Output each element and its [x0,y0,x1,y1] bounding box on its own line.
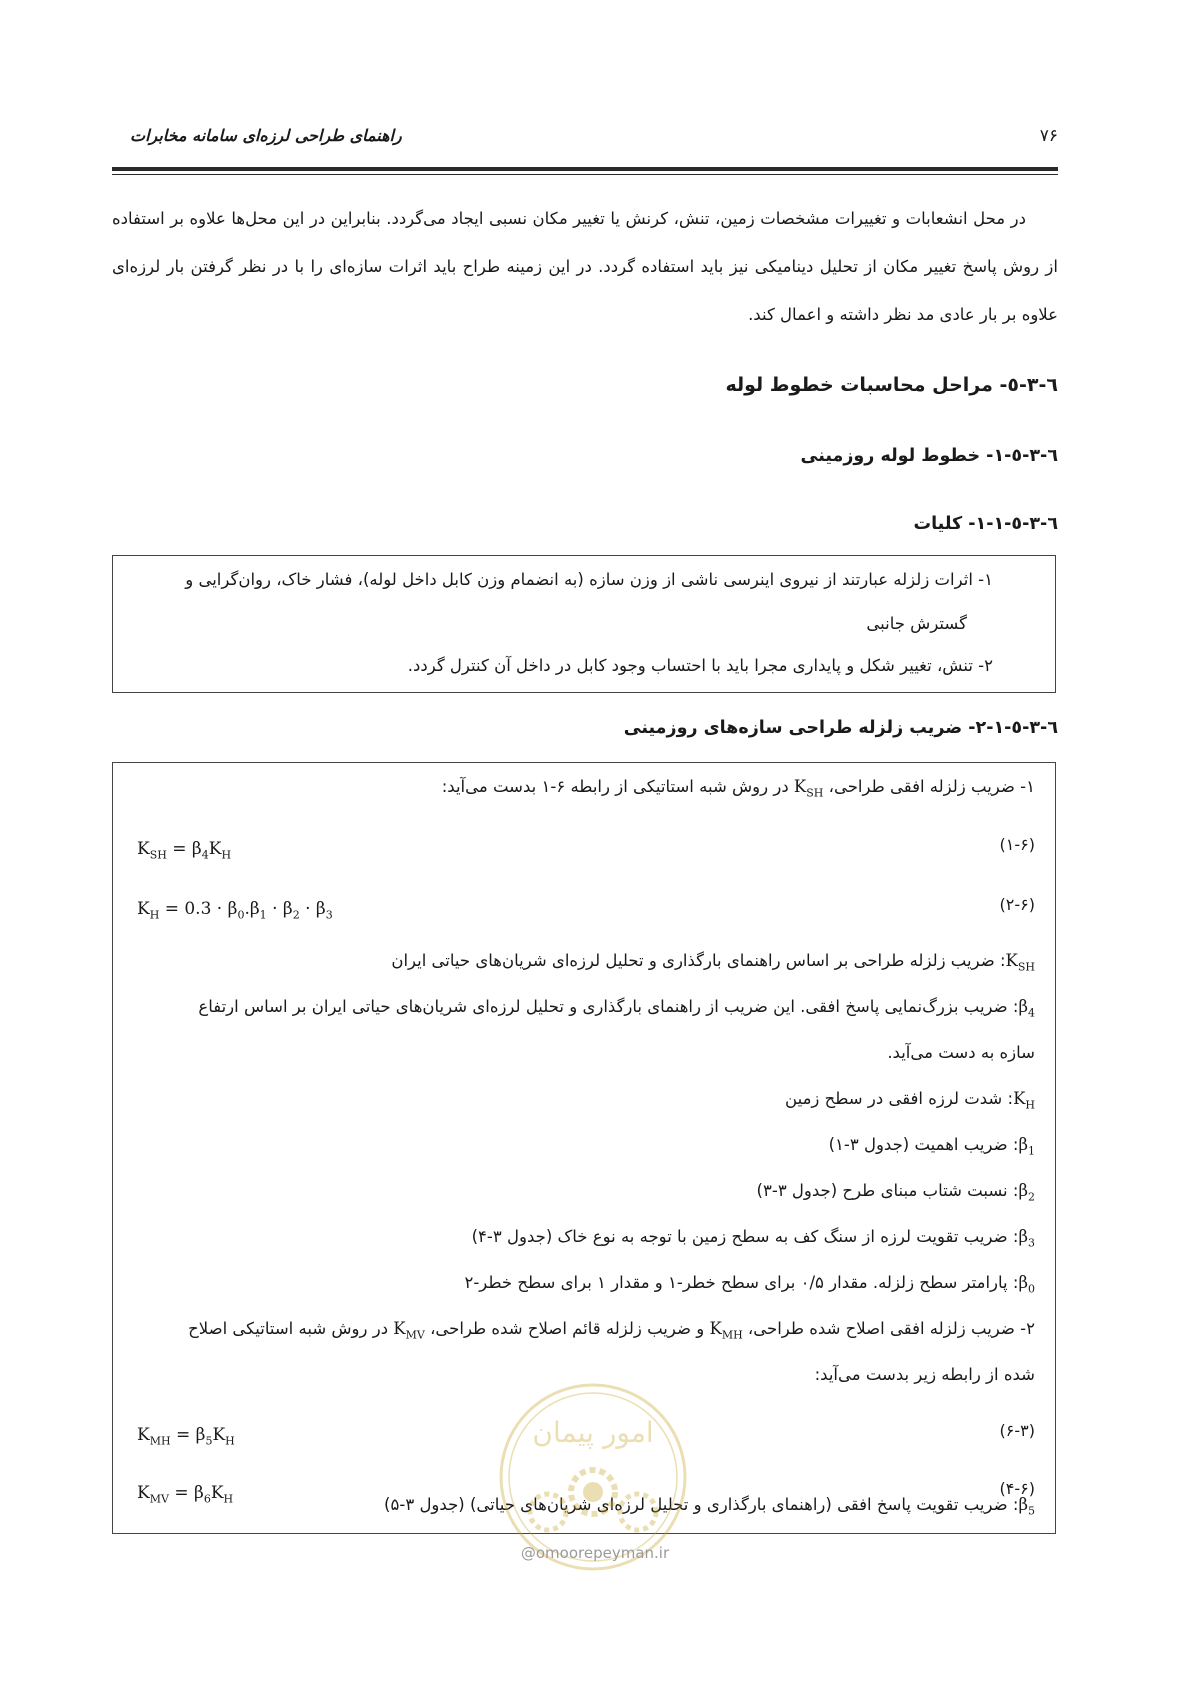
item-2-line-1 [188,1319,1035,1341]
item-1-text [442,777,1035,799]
item-2-c: در روش شبه استاتیکی اصلاح [188,1319,389,1338]
equation-6-3-number: (٣-۶) [999,1421,1035,1440]
note-1-line-1: ١- اثرات زلزله عبارتند از نیروی اینرسی ناشی از وزن سازه (به انضمام وزن کابل داخل لوله)، فشار خاک، روان‌گرایی و [185,570,993,589]
ksh-definition [391,951,1035,973]
item-1-pre: ١- ضریب زلزله افقی طراحی، [828,777,1035,796]
heading-6-3-5-1-2: ٦-٣-٥-١-٢- ضریب زلزله طراحی سازه‌های روزمینی [623,718,1058,738]
intro-text: در محل انشعابات و تغییرات مشخصات زمین، تنش، کرنش یا تغییر مکان نسبی ایجاد می‌گردد. بنابراین در این محل‌ها علاوه بر استفاده از روش پاسخ تغییر مکان از تحلیل دینامیکی نیز باید استفاده گردد. در این زمینه طراح باید اثرات سازه‌ای را با در نظر گرفتن بار لرزه‌ای علاوه بر بار عادی مد نظر داشته و اعمال کند. [112,209,1058,324]
header-rule-thin [112,174,1058,175]
b0-symbol: $\beta_0$ [1018,1273,1035,1296]
note-2: ٢- تنش، تغییر شکل و پایداری مجرا باید با احتساب وجود کابل در داخل آن کنترل گردد. [407,656,993,675]
page-number: ۷۶ [1039,126,1058,146]
equation-6-1: $K_{SH} = \beta_4K_H$ [137,839,232,862]
b2-symbol: $\beta_2$ [1018,1181,1035,1204]
heading-6-3-5: ٦-٣-٥- مراحل محاسبات خطوط لوله [725,374,1058,396]
equation-6-4-number: (۴-۶) [999,1479,1035,1498]
ksh-def-text: : ضریب زلزله طراحی بر اساس راهنمای بارگذاری و تحلیل لرزه‌ای شریان‌های حیاتی ایران [391,951,1006,970]
note-1-line-2: گسترش جانبی [866,614,967,633]
b0-def-text: : پارامتر سطح زلزله. مقدار ٠/۵ برای سطح خطر-١ و مقدار ١ برای سطح خطر-٢ [464,1273,1019,1292]
equation-6-3: $K_{MH} = \beta_5K_H$ [137,1425,235,1448]
running-title: راهنمای طراحی لرزه‌ای سامانه مخابرات [130,126,402,145]
b4-definition-line-2: سازه به دست می‌آید. [887,1043,1035,1062]
equation-6-2: $K_H = 0.3 \cdot \beta_0.\beta_1 \cdot \beta_2 \cdot \beta_3$ [137,899,333,922]
equation-6-4: $K_{MV} = \beta_6K_H$ [137,1483,234,1506]
b2-def-text: : نسبت شتاب مبنای طرح (جدول ٣-٣) [756,1181,1019,1200]
ksh-def-symbol: $K_{SH}$ [1005,951,1035,974]
b3-definition [472,1227,1035,1249]
general-notes-box [112,555,1056,693]
ksh-symbol: $K_{SH}$ [793,777,824,800]
heading-6-3-5-1: ٦-٣-٥-١- خطوط لوله روزمینی [800,446,1058,466]
footer-url: @omoorepeyman.ir [520,1544,670,1562]
b4-def-text: : ضریب بزرگ‌نمایی پاسخ افقی. این ضریب از راهنمای بارگذاری و تحلیل لرزه‌ای شریان‌های حیاتی ایران بر اساس ارتفاع [198,997,1019,1016]
kmh-symbol: $K_{MH}$ [709,1319,743,1342]
kh-definition [785,1089,1035,1111]
b1-symbol: $\beta_1$ [1018,1135,1035,1158]
header-rule-thick [112,167,1058,171]
item-1-post: در روش شبه استاتیکی از رابطه ۶-١ بدست می‌آید: [441,777,789,796]
page-header [112,126,1058,152]
b0-definition [464,1273,1035,1295]
b1-def-text: : ضریب اهمیت (جدول ٣-١) [828,1135,1019,1154]
b4-definition-line-1 [198,997,1035,1019]
kh-def-text: : شدت لرزه افقی در سطح زمین [785,1089,1014,1108]
kmv-symbol: $K_{MV}$ [393,1319,425,1342]
b3-symbol: $\beta_3$ [1018,1227,1035,1250]
b1-definition [829,1135,1035,1157]
b4-symbol: $\beta_4$ [1018,997,1035,1020]
b5-symbol: $\beta_5$ [1018,1495,1035,1518]
heading-6-3-5-1-1: ٦-٣-٥-١-١- کلیات [913,514,1058,534]
b5-def-text: : ضریب تقویت پاسخ افقی (راهنمای بارگذاری و تحلیل لرزه‌ای شریان‌های حیاتی) (جدول ٣-۵) [384,1495,1019,1514]
b3-def-text: : ضریب تقویت لرزه از سنگ کف به سطح زمین با توجه به نوع خاک (جدول ٣-۴) [471,1227,1019,1246]
kh-symbol: $K_H$ [1013,1089,1035,1112]
b5-definition [384,1495,1035,1517]
item-2-a: ٢- ضریب زلزله افقی اصلاح شده طراحی، [747,1319,1035,1338]
equation-6-2-number: (۶-٢) [999,895,1035,914]
item-2-line-2: شده از رابطه زیر بدست می‌آید: [814,1365,1035,1384]
item-2-b: و ضریب زلزله قائم اصلاح شده طراحی، [430,1319,705,1338]
b2-definition [757,1181,1035,1203]
watermark-text: امور پیمان [532,1416,654,1449]
intro-paragraph [112,195,1058,339]
equation-6-1-number: (۶-١) [999,835,1035,854]
